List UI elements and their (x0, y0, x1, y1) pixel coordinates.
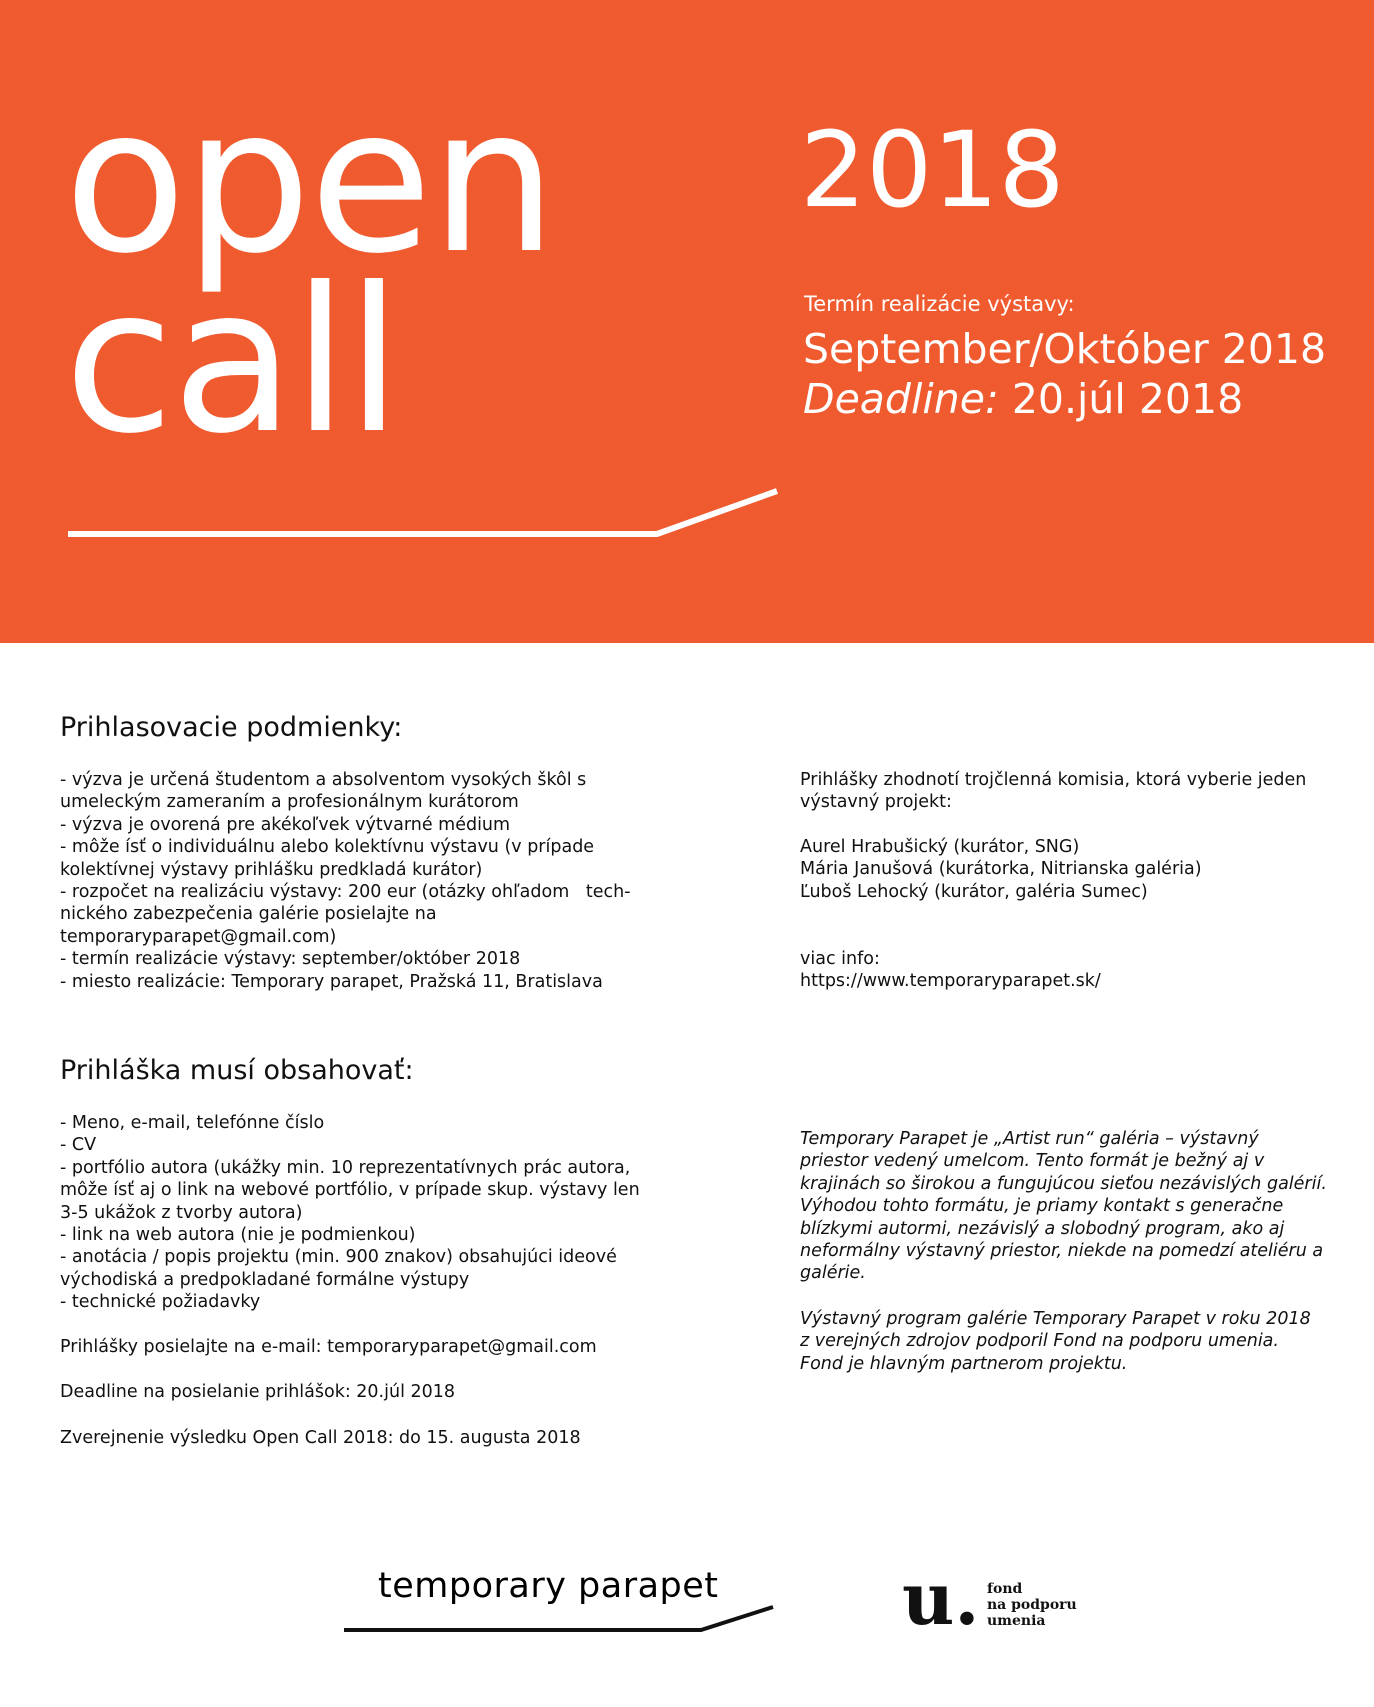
results-announcement (60, 1427, 581, 1449)
about-line: neformálny výstavný priestor, niekde na pomedzí ateliéru a (800, 1241, 1324, 1262)
fund-logo-line: umenia (987, 1613, 1046, 1629)
submission-deadline-text: Deadline na posielanie prihlášok: 20.júl 2018 (60, 1382, 456, 1402)
list-item: - anotácia / popis projektu (min. 900 znakov) obsahujúci ideové (60, 1247, 617, 1268)
temporary-parapet-logo: temporary parapet (378, 1566, 719, 1606)
about-line: Výhodou tohto formátu, je priamy kontakt s generačne (800, 1196, 1284, 1217)
deadline-label: Deadline: (803, 375, 999, 423)
list-item: - výzva je určená študentom a absolventom vysokých škôl s (60, 770, 587, 790)
sponsor-line: Výstavný program galérie Temporary Parapet v roku 2018 (800, 1309, 1311, 1329)
list-item: - môže ísť o individuálnu alebo kolektívnu výstavu (v prípade (60, 837, 595, 858)
list-item: umeleckým zameraním a profesionálnym kurátorom (60, 792, 519, 813)
send-to-email (60, 1336, 597, 1358)
jury-member: Ľuboš Lehocký (kurátor, galéria Sumec) (800, 881, 1148, 902)
fund-logo-text (987, 1581, 1077, 1629)
about-line: blízkymi autormi, nezávislý a slobodný program, ako aj (800, 1218, 1285, 1239)
list-item: môže ísť aj o link na webové portfólio, v prípade skup. výstavy len (60, 1180, 640, 1201)
fund-logo-line: na podporu (987, 1597, 1077, 1613)
exhibition-term-label: Termín realizácie výstavy: (804, 292, 1075, 316)
list-item: kolektívnej výstavy prihlášku predkladá kurátor) (60, 859, 483, 880)
about-line: priestor vedený umelcom. Tento formát je bežný aj v (800, 1151, 1265, 1172)
conditions-list (60, 769, 680, 993)
send-to-text: Prihlášky posielajte na e-mail: temporaryparapet@gmail.com (60, 1337, 597, 1357)
list-item: - technické požiadavky (60, 1292, 261, 1313)
about-line: galérie. (800, 1263, 866, 1284)
list-item: východiská a predpokladané formálne výstupy (60, 1269, 470, 1290)
jury-intro-line: výstavný projekt: (800, 792, 952, 813)
list-item: - CV (60, 1135, 97, 1156)
jury-intro-line: Prihlášky zhodnotí trojčlenná komisia, ktorá vyberie jeden (800, 770, 1307, 790)
title-word-open: open (64, 65, 556, 298)
results-announcement-text: Zverejnenie výsledku Open Call 2018: do 15. augusta 2018 (60, 1428, 581, 1448)
more-info-link[interactable]: https://www.temporaryparapet.sk/ (800, 971, 1101, 992)
list-item: - portfólio autora (ukážky min. 10 reprezentatívnych prác autora, (60, 1157, 631, 1178)
jury-member: Aurel Hrabušický (kurátor, SNG) (800, 837, 1080, 857)
fund-logo-line: fond (987, 1581, 1023, 1597)
sponsor-note (800, 1308, 1320, 1375)
list-item: - link na web autora (nie je podmienkou) (60, 1225, 416, 1246)
sponsor-line: z verejných zdrojov podporil Fond na podporu umenia. (800, 1331, 1279, 1352)
list-item: temporaryparapet@gmail.com) (60, 926, 337, 947)
jury-intro (800, 769, 1320, 814)
list-item: - miesto realizácie: Temporary parapet, Pražská 11, Bratislava (60, 971, 603, 992)
about-line: Temporary Parapet je „Artist run“ galéria – výstavný (800, 1129, 1259, 1149)
list-item: nického zabezpečenia galérie posielajte na (60, 904, 437, 925)
jury-member: Mária Janušová (kurátorka, Nitrianska galéria) (800, 859, 1202, 880)
footer-rule-line (344, 1607, 773, 1630)
about-line: krajinách so širokou a fungujúcou sieťou nezávislých galérií. (800, 1173, 1327, 1194)
application-heading: Prihláška musí obsahovať: (60, 1055, 414, 1086)
application-list (60, 1112, 720, 1314)
submission-deadline (60, 1381, 455, 1403)
exhibition-dates: September/Október 2018 (803, 325, 1327, 373)
header-rule-line (68, 491, 777, 534)
more-info-label: viac info: (800, 949, 880, 969)
year: 2018 (800, 109, 1065, 231)
about-gallery (800, 1128, 1327, 1285)
list-item: - rozpočet na realizáciu výstavy: 200 eur (otázky ohľadom tech- (60, 882, 631, 903)
fund-logo-mark: u. (902, 1556, 980, 1641)
title-word-call: call (64, 245, 400, 478)
list-item: - výzva je ovorená pre akékoľvek výtvarné médium (60, 814, 511, 835)
jury-members (800, 836, 1202, 903)
list-item: - Meno, e-mail, telefónne číslo (60, 1113, 325, 1133)
sponsor-line: Fond je hlavným partnerom projektu. (800, 1353, 1128, 1374)
list-item: 3-5 ukážok z tvorby autora) (60, 1202, 303, 1223)
list-item: - termín realizácie výstavy: september/október 2018 (60, 949, 521, 970)
more-info (800, 948, 1101, 993)
conditions-heading: Prihlasovacie podmienky: (60, 712, 403, 743)
deadline-value: 20.júl 2018 (1011, 375, 1244, 423)
